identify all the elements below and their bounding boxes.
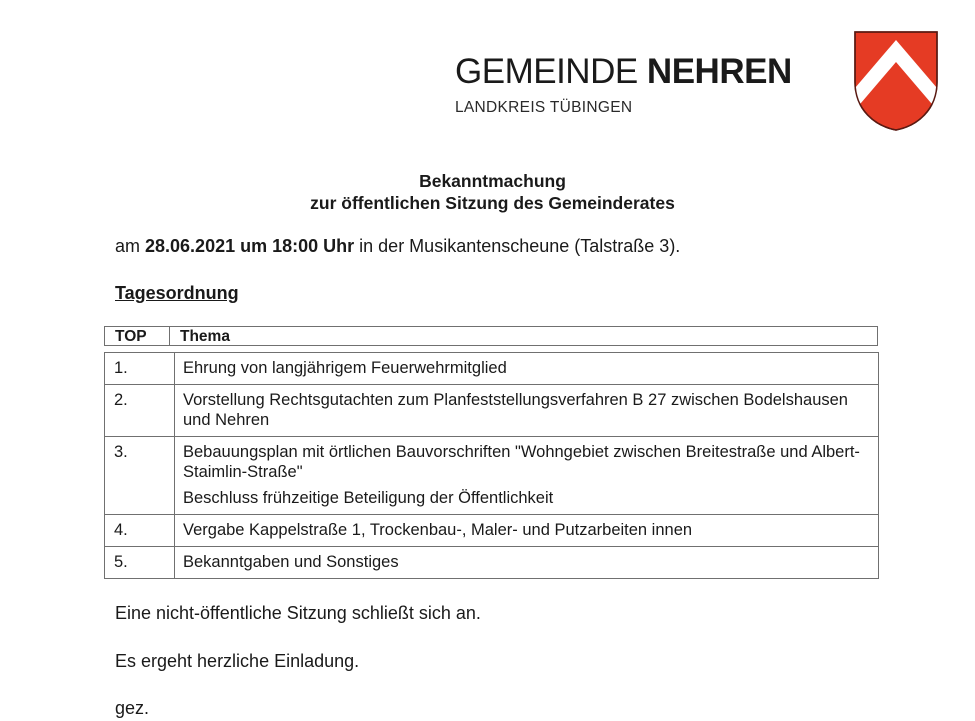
meeting-datetime: 28.06.2021 um 18:00 Uhr (145, 236, 355, 256)
coat-of-arms-icon (853, 30, 939, 132)
meeting-location: in der Musikantenscheune (Talstraße 3). (354, 236, 681, 256)
item-topic (175, 547, 879, 579)
item-text: Bebauungsplan mit örtlichen Bauvorschriften "Wohngebiet zwischen Breitestraße und Albert-Staimlin-Straße" (183, 443, 860, 481)
district-name: LANDKREIS TÜBINGEN (455, 99, 633, 116)
item-text: Vorstellung Rechtsgutachten zum Planfeststellungsverfahren B 27 zwischen Bodelshausen und Nehren (183, 391, 848, 429)
item-topic (175, 515, 879, 547)
table-row (105, 515, 879, 547)
column-header-top: TOP (105, 327, 170, 345)
title-line-1: Bekanntmachung (419, 171, 566, 191)
signature-abbrev: gez. (115, 698, 150, 718)
meeting-details (115, 236, 680, 257)
table-row (105, 385, 879, 437)
table-row (105, 437, 879, 515)
item-topic (175, 385, 879, 437)
title-line-2: zur öffentlichen Sitzung des Gemeinderates (310, 193, 675, 213)
invitation-note: Es ergeht herzliche Einladung. (115, 651, 360, 671)
item-text: Vergabe Kappelstraße 1, Trockenbau-, Maler- und Putzarbeiten innen (183, 521, 693, 539)
item-number: 3. (105, 437, 175, 515)
item-text: Bekanntgaben und Sonstiges (183, 553, 399, 571)
table-row (105, 353, 879, 385)
item-number: 2. (105, 385, 175, 437)
agenda-heading: Tagesordnung (115, 283, 239, 303)
item-topic (175, 437, 879, 515)
municipality-name-light: GEMEINDE (455, 52, 647, 91)
letterhead (455, 52, 792, 117)
table-row (105, 547, 879, 579)
intro-prefix: am (115, 236, 146, 256)
item-topic (175, 353, 879, 385)
agenda-header (104, 326, 878, 346)
municipality-name (455, 52, 792, 92)
column-header-topic: Thema (180, 328, 230, 345)
document-title (0, 170, 975, 214)
agenda-table (104, 352, 879, 579)
item-number: 5. (105, 547, 175, 579)
item-number: 1. (105, 353, 175, 385)
item-text: Ehrung von langjährigem Feuerwehrmitglied (183, 359, 507, 377)
municipality-name-bold: NEHREN (646, 52, 792, 91)
item-number: 4. (105, 515, 175, 547)
item-subtext: Beschluss frühzeitige Beteiligung der Öffentlichkeit (183, 489, 554, 507)
nonpublic-session-note: Eine nicht-öffentliche Sitzung schließt sich an. (115, 603, 481, 623)
